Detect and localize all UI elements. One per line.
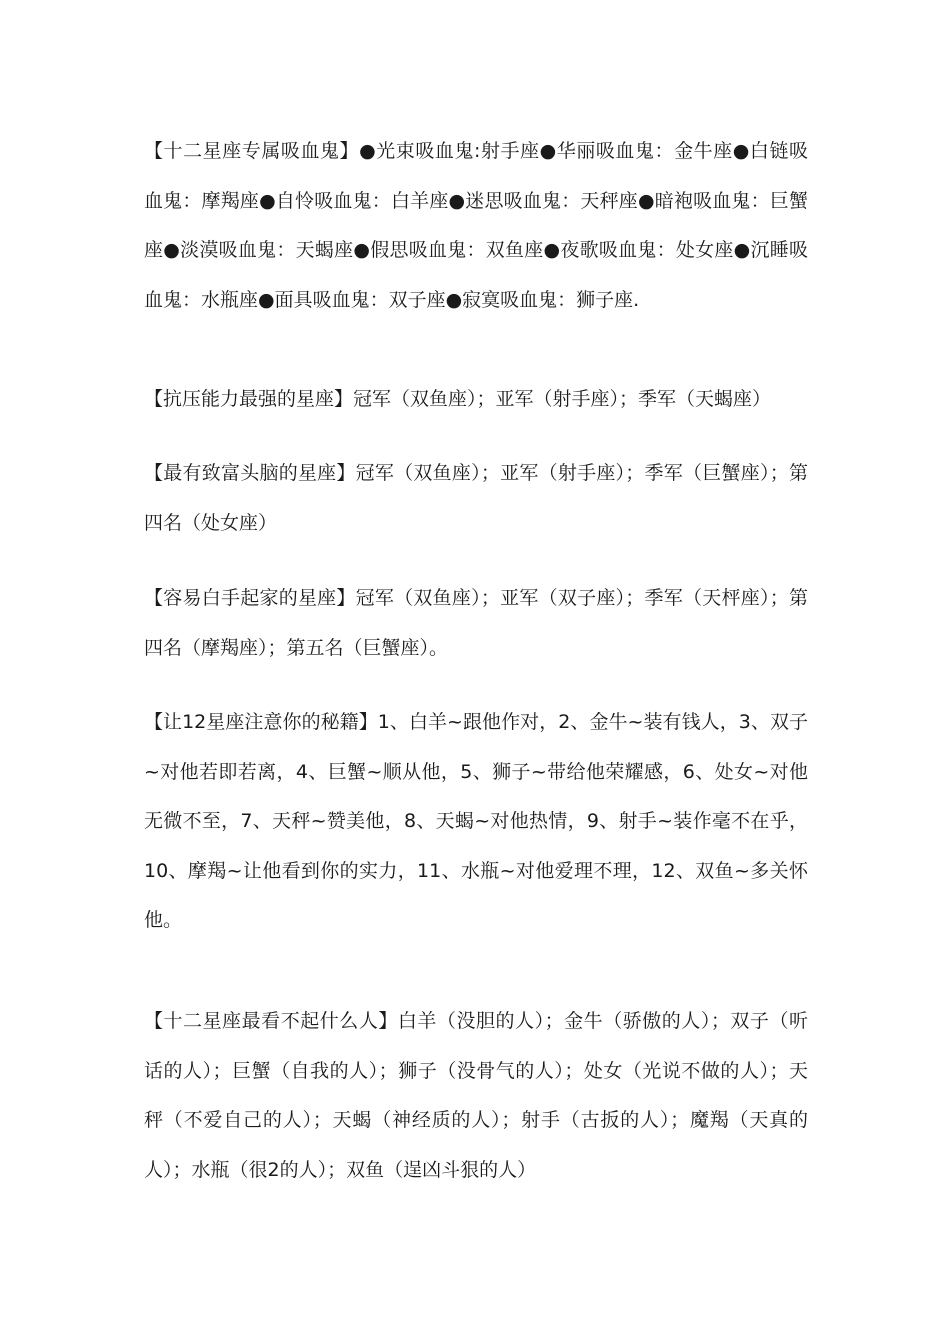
paragraph-wealth-mind: 【最有致富头脑的星座】冠军（双鱼座）；亚军（射手座）；季军（巨蟹座）；第四名（处女座） bbox=[144, 462, 808, 534]
paragraph-self-made: 【容易白手起家的星座】冠军（双鱼座）；亚军（双子座）；季军（天枰座）；第四名（摩羯座）；第五名（巨蟹座）。 bbox=[144, 587, 808, 659]
paragraph-vampire-signs: 【十二星座专属吸血鬼】●光束吸血鬼:射手座●华丽吸血鬼：金牛座●白链吸血鬼：摩羯座●自怜吸血鬼：白羊座●迷思吸血鬼：天秤座●暗袍吸血鬼：巨蟹座●淡漠吸血鬼：天蝎座●假思吸血鬼：双鱼座●夜歌吸血鬼：处女座●沉睡吸血鬼：水瓶座●面具吸血鬼：双子座●寂寞吸血鬼：狮子座. bbox=[144, 140, 808, 311]
paragraph-looked-down-upon: 【十二星座最看不起什么人】白羊（没胆的人）；金牛（骄傲的人）；双子（听话的人）；巨蟹（自我的人）；狮子（没骨气的人）；处女（光说不做的人）；天秤（不爱自己的人）；天蝎（神经质的人）；射手（古扳的人）；魔羯（天真的人）；水瓶（很2的人）；双鱼（逞凶斗狠的人） bbox=[144, 1010, 808, 1181]
paragraph-attention-tips: 【让12星座注意你的秘籍】1、白羊~跟他作对，2、金牛~装有钱人，3、双子~对他若即若离，4、巨蟹~顺从他，5、狮子~带给他荣耀感，6、处女~对他无微不至，7、天秤~赞美他，8、天蝎~对他热情，9、射手~装作毫不在乎，10、摩羯~让他看到你的实力，11、水瓶~对他爱理不理，12、双鱼~多关怀他。 bbox=[144, 711, 808, 931]
paragraph-stress-resistance: 【抗压能力最强的星座】冠军（双鱼座）；亚军（射手座）；季军（天蝎座） bbox=[144, 388, 772, 410]
